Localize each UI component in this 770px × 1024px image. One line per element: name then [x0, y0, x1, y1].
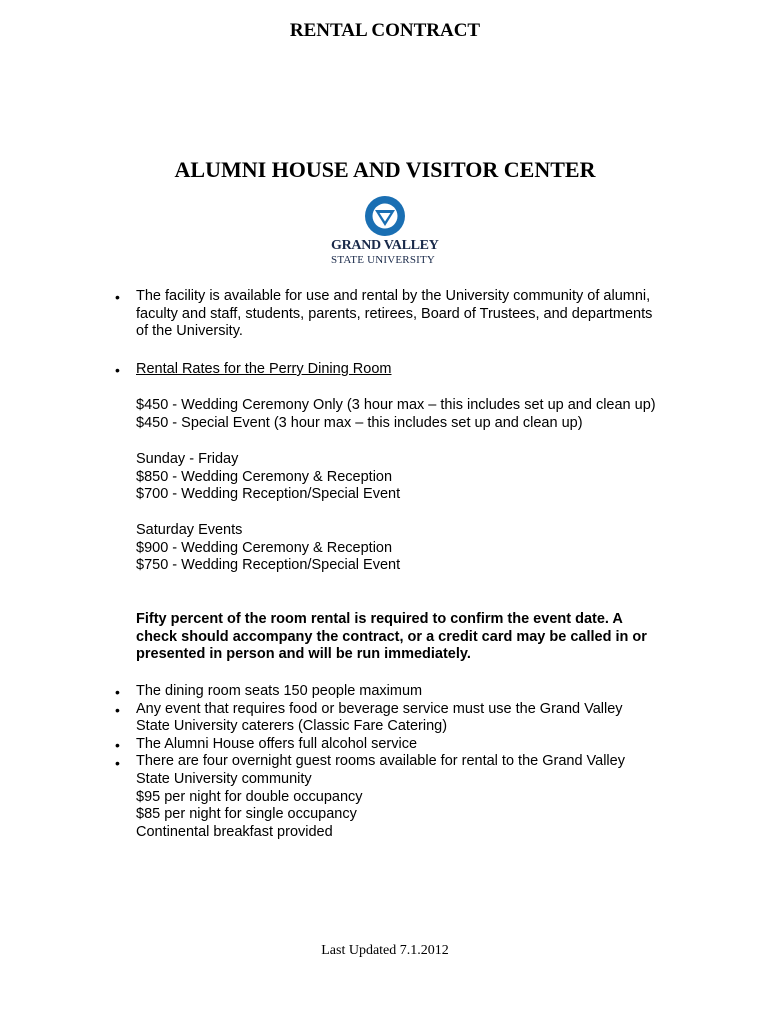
rates-group-3: [136, 522, 696, 575]
notice-line: Fifty percent of the room rental is required to confirm the event date. A: [136, 611, 623, 627]
rate-group-heading: Sunday - Friday: [136, 451, 239, 467]
detail-item: The dining room seats 150 people maximum: [136, 683, 423, 699]
logo-text-line1: GRAND VALLEY: [331, 238, 439, 253]
bullet-icon: •: [115, 289, 120, 305]
rate-line: $450 - Wedding Ceremony Only (3 hour max – this includes set up and clean up): [136, 397, 656, 413]
detail-item-continued: Continental breakfast provided: [136, 823, 333, 840]
bullet-icon: •: [115, 684, 120, 700]
intro-paragraph: [136, 288, 696, 341]
logo-text-line2: STATE UNIVERSITY: [331, 254, 436, 266]
notice-line: check should accompany the contract, or a credit card may be called in or: [136, 628, 647, 645]
detail-item-continued: State University community: [136, 770, 312, 787]
rates-section: [136, 361, 696, 379]
detail-item: The Alumni House offers full alcohol service: [136, 735, 418, 752]
rate-line: $700 - Wedding Reception/Special Event: [136, 486, 401, 503]
last-updated: Last Updated 7.1.2012: [321, 943, 449, 958]
detail-item-continued: $95 per night for double occupancy: [136, 788, 363, 805]
intro-line: The facility is available for use and rental by the University community of alumni,: [136, 288, 651, 304]
notice-line: presented in person and will be run immediately.: [136, 646, 471, 663]
detail-item: There are four overnight guest rooms available for rental to the Grand Valley: [136, 753, 625, 770]
details-list: [136, 683, 696, 841]
rate-group-heading: Saturday Events: [136, 522, 243, 538]
document-title: RENTAL CONTRACT: [289, 20, 481, 41]
rates-group-1: [136, 397, 696, 432]
bullet-icon: •: [115, 362, 120, 378]
detail-item: Any event that requires food or beverage service must use the Grand Valley: [136, 700, 623, 717]
rates-group-2: [136, 451, 696, 504]
rates-heading: Rental Rates for the Perry Dining Room: [136, 361, 392, 377]
rate-line: $850 - Wedding Ceremony & Reception: [136, 468, 393, 485]
intro-line: of the University.: [136, 323, 243, 340]
detail-item-continued: $85 per night for single occupancy: [136, 806, 357, 823]
bullet-icon: •: [115, 737, 120, 753]
bullet-icon: •: [115, 755, 120, 771]
deposit-notice: [136, 611, 696, 664]
document-subtitle: ALUMNI HOUSE AND VISITOR CENTER: [174, 157, 596, 182]
intro-line: faculty and staff, students, parents, retirees, Board of Trustees, and departments: [136, 305, 653, 322]
bullet-icon: •: [115, 702, 120, 718]
rate-line: $750 - Wedding Reception/Special Event: [136, 557, 401, 574]
rate-line: $900 - Wedding Ceremony & Reception: [136, 539, 393, 556]
rate-line: $450 - Special Event (3 hour max – this includes set up and clean up): [136, 414, 583, 431]
detail-item-continued: State University caterers (Classic Fare Catering): [136, 718, 448, 735]
